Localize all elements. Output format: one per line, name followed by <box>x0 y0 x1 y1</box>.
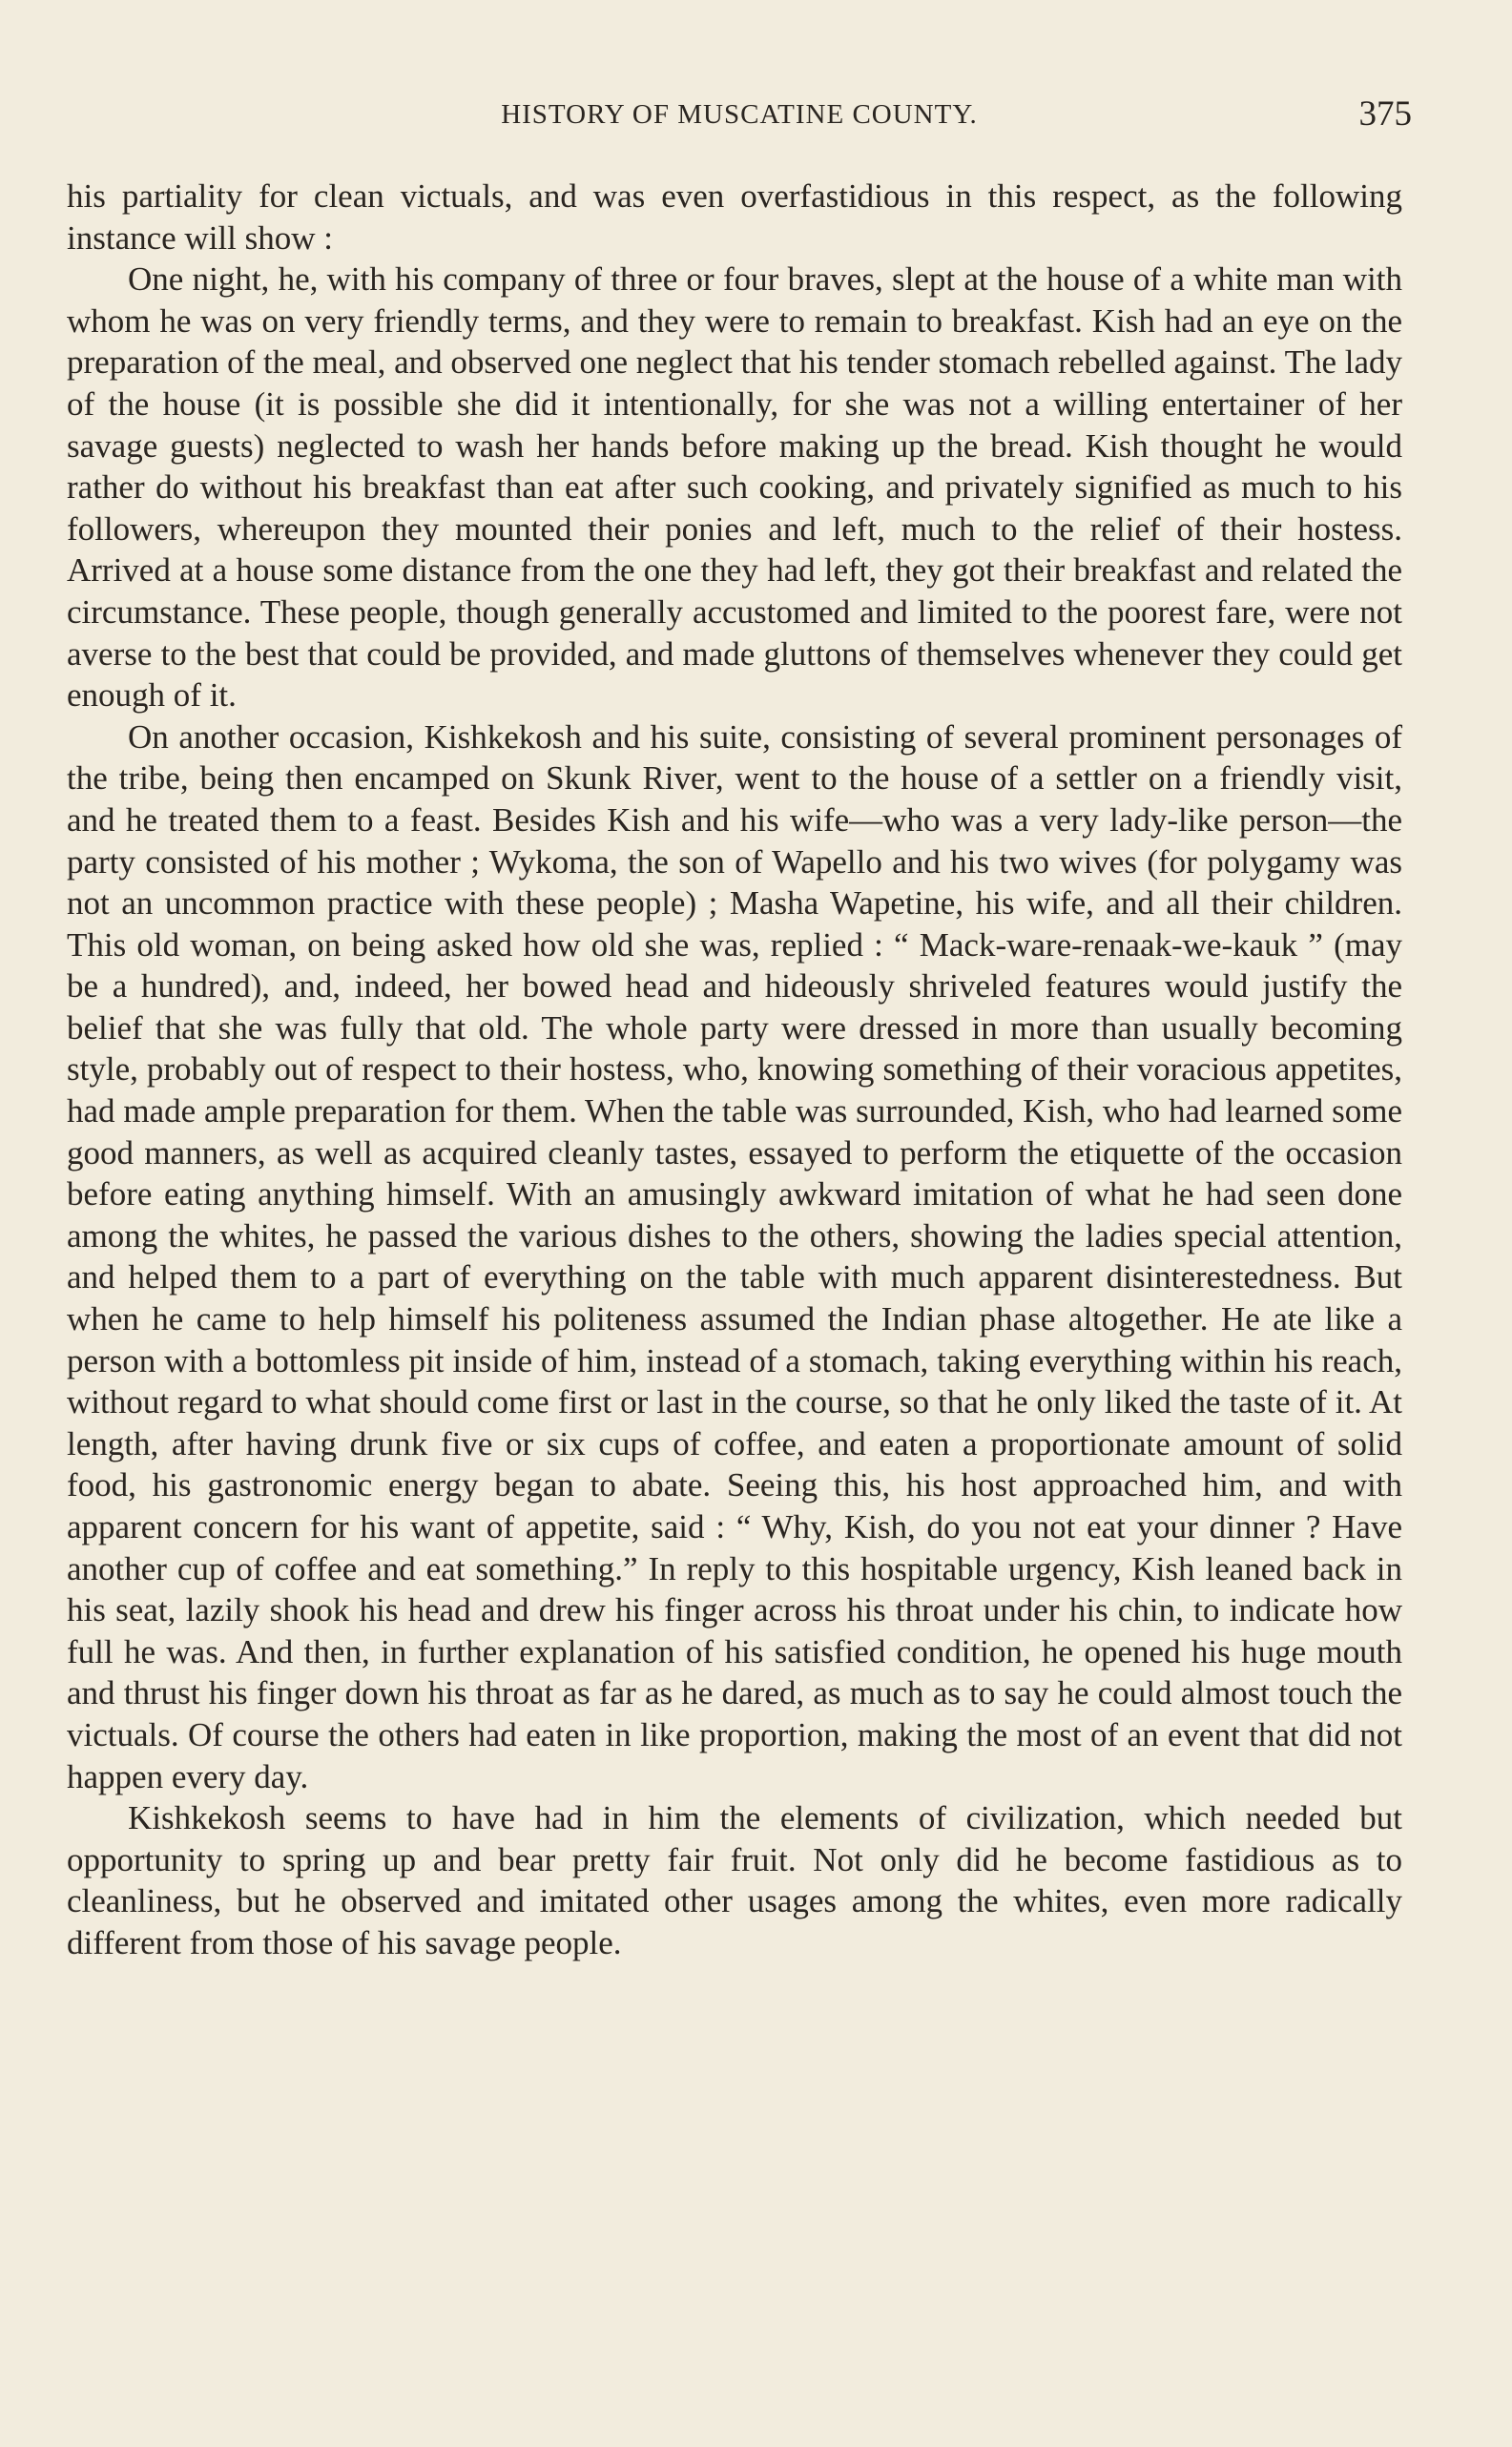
running-head <box>67 95 1412 137</box>
body-text <box>67 176 1402 1964</box>
paragraph-civilization: Kishkekosh seems to have had in him the elements of civilization, which needed but opportunity to spring up and bear pretty fair fruit. Not only did he become fastidious as to cleanliness, but he observed and imitated other usages among the whites, even more radically different from those of his savage people. <box>67 1799 1402 1961</box>
paragraph-breakfast-anecdote: One night, he, with his company of three or four braves, slept at the house of a white man with whom he was on very friendly terms, and they were to remain to breakfast. Kish had an eye on the preparation of the meal, and observed one neglect that his tender stomach rebelled against. The lady of the house (it is possible she did it intentionally, for she was not a willing entertainer of her savage guests) neglected to wash her hands before making up the bread. Kish thought he would rather do without his breakfast than eat after such cooking, and privately signified as much to his followers, whereupon they mounted their ponies and left, much to the relief of their hostess. Arrived at a house some distance from the one they had left, they got their breakfast and related the circumstance. These people, though generally accustomed and limited to the poorest fare, were not averse to the best that could be provided, and made gluttons of themselves whenever they could get enough of it. <box>67 260 1402 715</box>
running-title: HISTORY OF MUSCATINE COUNTY. <box>501 99 978 130</box>
paragraph-feast-anecdote: On another occasion, Kishkekosh and his suite, consisting of several prominent personages of the tribe, being then encamped on Skunk River, went to the house of a settler on a friendly visit, and he treated them to a feast. Besides Kish and his wife—who was a very lady-like person—the party consisted of his mother ; Wykoma, the son of Wapello and his two wives (for polygamy was not an uncommon practice with these people) ; Masha Wapetine, his wife, and all their children. This old woman, on being asked how old she was, replied : “ Mack-ware-renaak-we-kauk ” (may be a hundred), and, indeed, her bowed head and hideously shriveled features would justify the belief that she was fully that old. The whole party were dressed in more than usually becoming style, probably out of respect to their hostess, who, knowing something of their voracious appetites, had made ample preparation for them. When the table was surrounded, Kish, who had learned some good manners, as well as acquired cleanly tastes, essayed to perform the etiquette of the occasion before eating anything himself. With an amusingly awkward imitation of what he had seen done among the whites, he passed the various dishes to the others, showing the ladies special attention, and helped them to a part of everything on the table with much apparent disinterestedness. But when he came to help himself his politeness assumed the Indian phase altogether. He ate like a person with a bottomless pit inside of him, instead of a stomach, taking everything within his reach, without regard to what should come first or last in the course, so that he only liked the taste of it. At length, after having drunk five or six cups of coffee, and eaten a proportionate amount of solid food, his gastronomic energy began to abate. Seeing this, his host approached him, and with apparent concern for his want of appetite, said : “ Why, Kish, do you not eat your dinner ? Have another cup of coffee and eat something.” In reply to this hospitable urgency, Kish leaned back in his seat, lazily shook his head and drew his finger across his throat under his chin, to indicate how full he was. And then, in further explanation of his satisfied condition, he opened his huge mouth and thrust his finger down his throat as far as he dared, as much as to say he could almost touch the victuals. Of course the others had eaten in like proportion, making the most of an event that did not happen every day. <box>67 717 1402 1795</box>
page-number: 375 <box>1358 94 1412 134</box>
paragraph-continuation: his partiality for clean victuals, and was even overfastidious in this respect, as the following instance will show : <box>67 177 1402 257</box>
